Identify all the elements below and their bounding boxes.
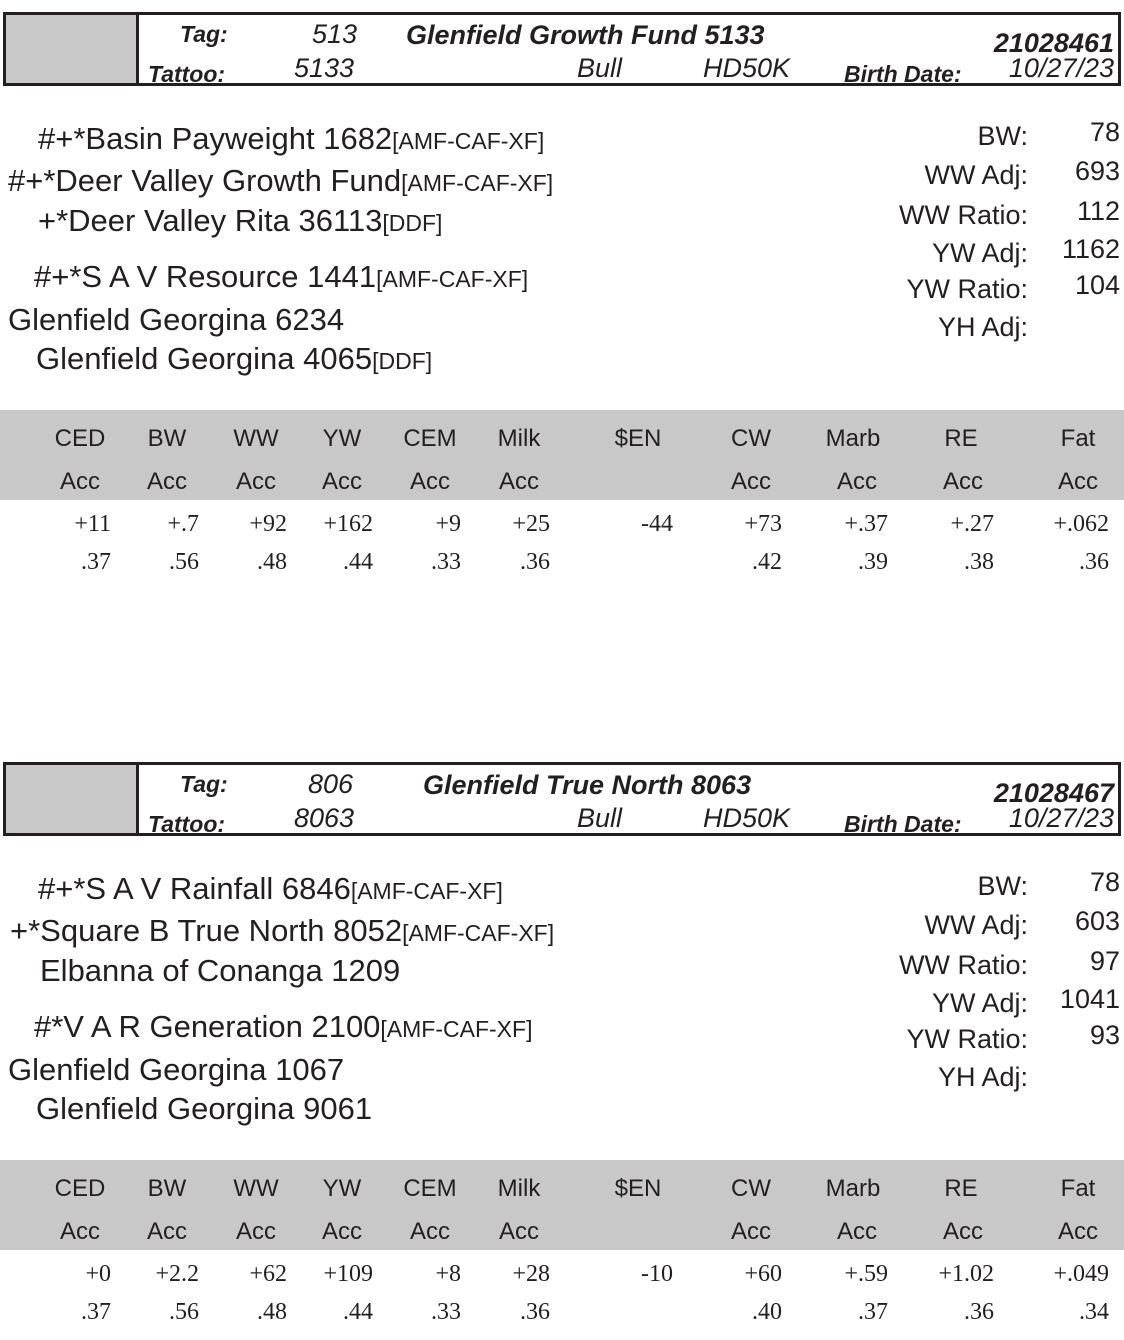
stat-label-yh-adj: YH Adj: <box>937 312 1028 342</box>
breed-value: HD50K <box>703 803 791 833</box>
acc-value-ced: .37 <box>81 549 111 575</box>
epd-header-fat: Fat <box>1060 425 1096 452</box>
tattoo-label: Tattoo: <box>148 61 226 87</box>
stat-label-yw-adj: YW Adj: <box>931 238 1028 268</box>
tattoo-value: 8063 <box>294 803 355 833</box>
epd-header-cw: CW <box>731 425 771 452</box>
breed-value: HD50K <box>703 53 791 83</box>
epd-header-band <box>0 1160 1124 1250</box>
epd-header-cem: CEM <box>403 425 457 452</box>
epd-header-en: $EN <box>614 1175 662 1202</box>
stat-label-yw-ratio: YW Ratio: <box>906 1024 1028 1054</box>
stat-label-yw-ratio: YW Ratio: <box>906 274 1028 304</box>
acc-value-ww: .48 <box>257 1299 287 1325</box>
acc-value-ced: .37 <box>81 1299 111 1325</box>
pedigree-dam: Glenfield Georgina 6234 <box>8 302 345 337</box>
stat-label-ww-adj: WW Adj: <box>924 910 1028 940</box>
stat-value-bw: 78 <box>1089 867 1120 897</box>
epd-header-marb: Marb <box>825 425 881 452</box>
acc-header: Acc <box>1057 468 1099 495</box>
epd-value-cw: +73 <box>744 511 782 537</box>
acc-value-bw: .56 <box>169 549 199 575</box>
animal-name: Glenfield Growth Fund 5133 <box>406 20 765 50</box>
epd-header-re: RE <box>944 1175 978 1202</box>
acc-value-marb: .37 <box>858 1299 888 1325</box>
acc-value-fat: .34 <box>1079 1299 1109 1325</box>
acc-header: Acc <box>836 1218 878 1245</box>
stat-label-bw: BW: <box>977 871 1028 901</box>
acc-header: Acc <box>59 468 101 495</box>
epd-header-bw: BW <box>147 1175 187 1202</box>
stat-value-ww-ratio: 97 <box>1089 946 1120 976</box>
epd-value-ced: +11 <box>74 511 111 537</box>
birth-date-value: 10/27/23 <box>1008 803 1114 833</box>
epd-value-cem: +8 <box>435 1261 461 1287</box>
tag-value: 513 <box>312 19 358 49</box>
acc-header: Acc <box>146 1218 188 1245</box>
tattoo-value: 5133 <box>294 53 355 83</box>
pedigree-sire-sire: #+*S A V Rainfall 6846[AMF-CAF-XF] <box>38 871 503 906</box>
acc-value-cw: .40 <box>752 1299 782 1325</box>
acc-header: Acc <box>235 1218 277 1245</box>
acc-header: Acc <box>942 1218 984 1245</box>
acc-value-yw: .44 <box>343 1299 373 1325</box>
stat-value-yw-ratio: 93 <box>1089 1020 1120 1050</box>
registration-number: 21028467 <box>993 778 1114 808</box>
acc-value-milk: .36 <box>520 1299 550 1325</box>
acc-header: Acc <box>146 468 188 495</box>
epd-header-ced: CED <box>54 1175 106 1202</box>
stat-value-yw-adj: 1041 <box>1059 984 1120 1014</box>
stat-value-ww-adj: 603 <box>1074 906 1120 936</box>
epd-header-fat: Fat <box>1060 1175 1096 1202</box>
epd-header-bw: BW <box>147 425 187 452</box>
acc-value-milk: .36 <box>520 549 550 575</box>
epd-value-re: +.27 <box>950 511 994 537</box>
pedigree-sire-sire: #+*Basin Payweight 1682[AMF-CAF-XF] <box>38 121 545 156</box>
epd-value-marb: +.37 <box>844 511 888 537</box>
animal-name: Glenfield True North 8063 <box>423 770 752 800</box>
acc-header: Acc <box>498 1218 540 1245</box>
epd-header-en: $EN <box>614 425 662 452</box>
lot-header <box>3 762 1121 836</box>
epd-value-marb: +.59 <box>844 1261 888 1287</box>
epd-header-ced: CED <box>54 425 106 452</box>
epd-header-yw: YW <box>322 1175 362 1202</box>
acc-header: Acc <box>409 1218 451 1245</box>
acc-header: Acc <box>321 1218 363 1245</box>
acc-value-re: .38 <box>964 549 994 575</box>
epd-header-ww: WW <box>233 1175 279 1202</box>
stat-label-ww-ratio: WW Ratio: <box>898 950 1028 980</box>
epd-value-milk: +28 <box>512 1261 550 1287</box>
epd-value-en: -44 <box>641 511 673 537</box>
acc-value-cem: .33 <box>431 1299 461 1325</box>
registration-number: 21028461 <box>993 28 1114 58</box>
acc-header: Acc <box>409 468 451 495</box>
epd-value-ced: +0 <box>85 1261 111 1287</box>
acc-header: Acc <box>1057 1218 1099 1245</box>
epd-header-band <box>0 410 1124 500</box>
acc-value-fat: .36 <box>1079 549 1109 575</box>
stat-label-yh-adj: YH Adj: <box>937 1062 1028 1092</box>
pedigree-dam-dam: Glenfield Georgina 9061 <box>36 1091 373 1126</box>
epd-value-yw: +162 <box>323 511 373 537</box>
acc-value-cem: .33 <box>431 549 461 575</box>
epd-header-milk: Milk <box>497 425 541 452</box>
pedigree-sire: #+*Deer Valley Growth Fund[AMF-CAF-XF] <box>8 163 554 198</box>
lot-card <box>0 750 1124 1340</box>
stat-value-bw: 78 <box>1089 117 1120 147</box>
stat-value-ww-ratio: 112 <box>1076 196 1120 226</box>
pedigree-sire-dam: +*Deer Valley Rita 36113[DDF] <box>38 203 443 238</box>
lot-card <box>0 0 1124 590</box>
epd-value-ww: +92 <box>249 511 287 537</box>
epd-header-cem: CEM <box>403 1175 457 1202</box>
birth-date-label: Birth Date: <box>844 61 962 87</box>
stat-label-bw: BW: <box>977 121 1028 151</box>
tag-value: 806 <box>308 769 354 799</box>
acc-value-ww: .48 <box>257 549 287 575</box>
acc-header: Acc <box>59 1218 101 1245</box>
acc-header: Acc <box>942 468 984 495</box>
lot-number-box <box>6 15 139 83</box>
birth-date-label: Birth Date: <box>844 811 962 837</box>
sex-value: Bull <box>577 803 623 833</box>
lot-number-box <box>6 765 139 833</box>
epd-header-cw: CW <box>731 1175 771 1202</box>
epd-header-milk: Milk <box>497 1175 541 1202</box>
lot-header <box>3 12 1121 86</box>
epd-value-ww: +62 <box>249 1261 287 1287</box>
epd-header-yw: YW <box>322 425 362 452</box>
tag-label: Tag: <box>180 21 228 47</box>
epd-value-fat: +.049 <box>1053 1261 1109 1287</box>
acc-header: Acc <box>730 468 772 495</box>
epd-value-en: -10 <box>641 1261 673 1287</box>
stat-label-yw-adj: YW Adj: <box>931 988 1028 1018</box>
sex-value: Bull <box>577 53 623 83</box>
stat-label-ww-ratio: WW Ratio: <box>898 200 1028 230</box>
pedigree-dam-dam: Glenfield Georgina 4065[DDF] <box>36 341 433 376</box>
epd-value-bw: +.7 <box>167 511 199 537</box>
acc-value-cw: .42 <box>752 549 782 575</box>
acc-value-marb: .39 <box>858 549 888 575</box>
stat-value-yw-ratio: 104 <box>1074 270 1120 300</box>
pedigree-sire: +*Square B True North 8052[AMF-CAF-XF] <box>10 913 555 948</box>
acc-header: Acc <box>498 468 540 495</box>
acc-header: Acc <box>836 468 878 495</box>
epd-value-milk: +25 <box>512 511 550 537</box>
acc-header: Acc <box>235 468 277 495</box>
acc-value-bw: .56 <box>169 1299 199 1325</box>
acc-value-re: .36 <box>964 1299 994 1325</box>
epd-value-cw: +60 <box>744 1261 782 1287</box>
pedigree-sire-dam: Elbanna of Conanga 1209 <box>40 953 401 988</box>
stat-value-ww-adj: 693 <box>1074 156 1120 186</box>
acc-value-yw: .44 <box>343 549 373 575</box>
pedigree-dam-sire: #*V A R Generation 2100[AMF-CAF-XF] <box>34 1009 533 1044</box>
epd-value-cem: +9 <box>435 511 461 537</box>
epd-value-bw: +2.2 <box>155 1261 199 1287</box>
tattoo-label: Tattoo: <box>148 811 226 837</box>
epd-header-re: RE <box>944 425 978 452</box>
epd-value-re: +1.02 <box>938 1261 994 1287</box>
stat-value-yw-adj: 1162 <box>1061 234 1120 264</box>
stat-label-ww-adj: WW Adj: <box>924 160 1028 190</box>
epd-value-fat: +.062 <box>1053 511 1109 537</box>
acc-header: Acc <box>321 468 363 495</box>
tag-label: Tag: <box>180 771 228 797</box>
birth-date-value: 10/27/23 <box>1008 53 1114 83</box>
epd-header-marb: Marb <box>825 1175 881 1202</box>
acc-header: Acc <box>730 1218 772 1245</box>
pedigree-dam-sire: #+*S A V Resource 1441[AMF-CAF-XF] <box>34 259 529 294</box>
epd-value-yw: +109 <box>323 1261 373 1287</box>
epd-header-ww: WW <box>233 425 279 452</box>
pedigree-dam: Glenfield Georgina 1067 <box>8 1052 345 1087</box>
